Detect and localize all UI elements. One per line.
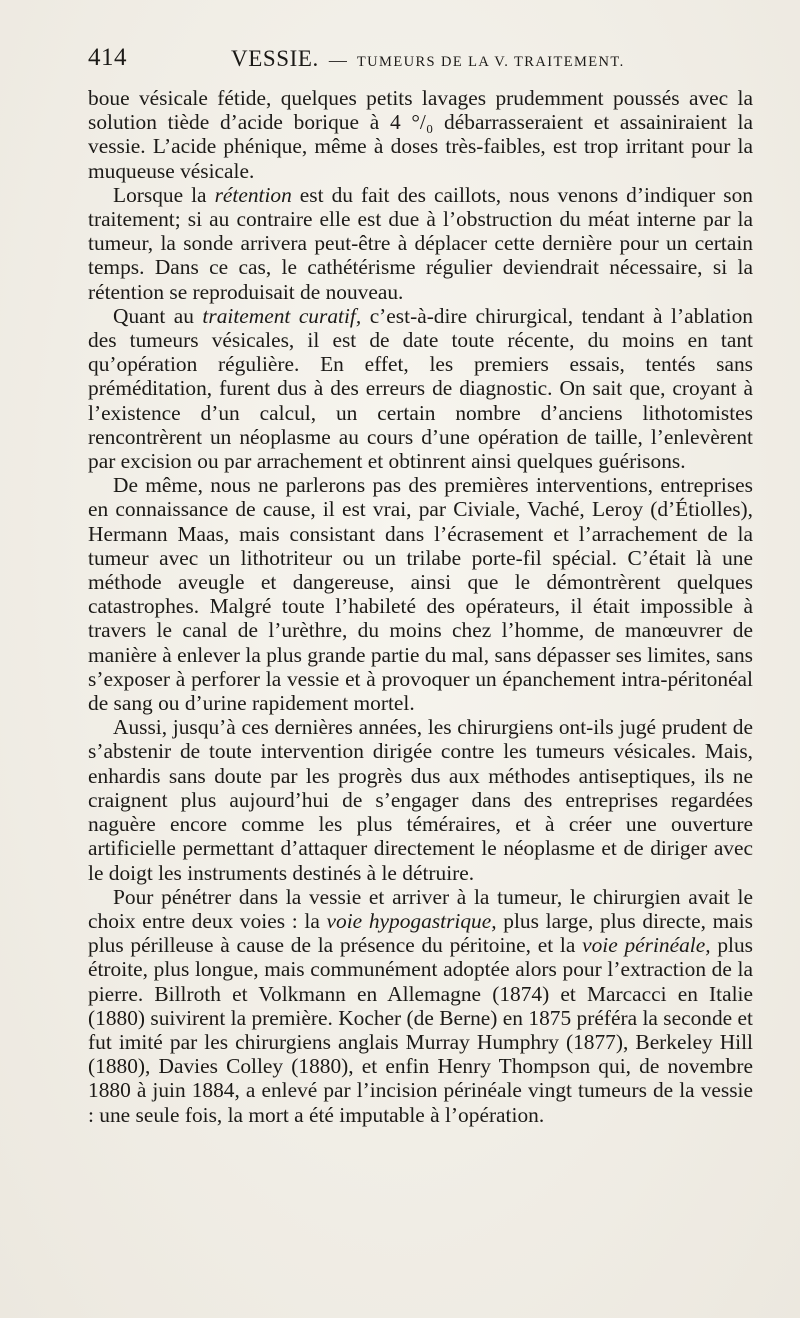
italic-phrase: rétention [214, 182, 292, 207]
text-run: Aussi, jusqu’à ces dernières années, les chirurgiens ont-ils jugé prudent de s’abstenir de toute intervention dirigée contre les tumeurs vésicales. Mais, enhardis sans doute par les progrès dus aux méthodes antiseptiques, ils ne craignent plus aujourd’hui de s’engager dans des entreprises regardées naguère encore comme les plus téméraires, et à créer une ouverture artificielle permettant d’attaquer directement le néoplasme et de diriger avec le doigt les instruments destinés à le détruire. [88, 715, 753, 885]
page-number: 414 [88, 44, 127, 71]
text-run: boue vésicale fétide, quelques petits lavages prudemment poussés avec la solution tiède d’acide borique à 4 °/₀ débarrasseraient et assainiraient la vessie. L’acide phénique, même à doses très-faibles, est trop irritant pour la muqueuse vésicale. [88, 86, 753, 183]
chapter-title: VESSIE. [231, 46, 319, 71]
paragraph-p1 [88, 86, 753, 183]
running-header [88, 44, 753, 80]
section-subtitle: TUMEURS DE LA V. TRAITEMENT. [356, 54, 625, 70]
italic-phrase: traitement curatif, [202, 303, 362, 328]
italic-phrase: voie périnéale, [582, 933, 711, 958]
paragraph-p2 [88, 183, 753, 304]
text-run: c’est-à-dire chirurgical, tendant à l’ablation des tumeurs vésicales, il est de date toute récente, du moins en tant qu’opération régulière. En effet, les premiers essais, tentés sans préméditation, furent dus à des erreurs de diagnostic. On sait que, croyant à l’existence d’un calcul, un certain nombre d’anciens lithotomistes rencontrèrent un néoplasme au cours d’une opération de taille, l’enlevèrent par excision ou par arrachement et obtinrent ainsi quelques guérisons. [88, 303, 753, 474]
text-run: plus étroite, plus longue, mais communément adoptée alors pour l’extraction de la pierre. Billroth et Volkmann en Allemagne (1874) et Marcacci en Italie (1880) suivirent la première. Kocher (de Berne) en 1875 préféra la seconde et fut imité par les chirurgiens anglais Murray Humphry (1877), Berkeley Hill (1880), Davies Colley (1880), et enfin Henry Thompson qui, de novembre 1880 à juin 1884, a enlevé par l’incision périnéale vingt tumeurs de la vessie : une seule fois, la mort a été imputable à l’opération. [88, 933, 753, 1127]
paragraph-p3 [88, 304, 753, 473]
paragraph-p5 [88, 715, 753, 884]
text-run: Pour pénétrer dans la vessie et arriver à la tumeur, le chirurgien avait le choix entre deux voies : la [88, 884, 753, 933]
italic-phrase: voie hypogastrique, [326, 908, 497, 933]
text-run: Lorsque la [113, 182, 215, 207]
running-title [231, 46, 625, 72]
text-run: De même, nous ne parlerons pas des premières interventions, entreprises en connaissance de cause, il est vrai, par Civiale, Vaché, Leroy (d’Étiolles), Hermann Maas, mais consistant dans l’écrasement et l’arrachement de la tumeur avec un lithotriteur ou un trilabe porte-fil spécial. C’était là une méthode aveugle et dangereuse, ainsi que le démontrèrent quelques catastrophes. Malgré toute l’habileté des opérateurs, il était impossible à travers le canal de l’urèthre, du moins chez l’homme, de manœuvrer de manière à enlever la plus grande partie du mal, sans dépasser ses limites, sans s’exposer à perforer la vessie et à provoquer un épanchement intra-péritonéal de sang ou d’urine rapidement mortel. [88, 473, 753, 716]
body-text [88, 86, 753, 1127]
text-run: plus large, plus directe, mais plus périlleuse à cause de la présence du péritoine, et la [88, 908, 753, 958]
paragraph-p4 [88, 473, 753, 715]
text-run: est du fait des caillots, nous venons d’indiquer son traitement; si au contraire elle est due à l’obstruction du méat interne par la tumeur, la sonde arrivera peut-être à déplacer cette dernière pour un certain temps. Dans ce cas, le cathétérisme régulier deviendrait nécessaire, si la rétention se reproduisait de nouveau. [88, 182, 753, 304]
paragraph-p6 [88, 885, 753, 1127]
title-separator: — [328, 50, 347, 70]
text-run: Quant au [113, 303, 203, 328]
